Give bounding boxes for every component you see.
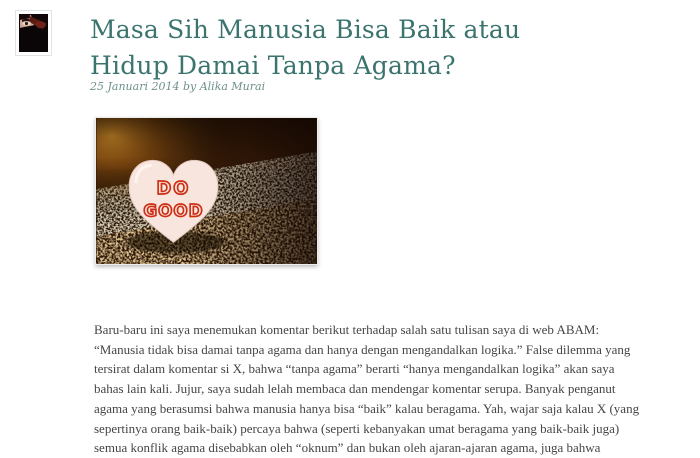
avatar-image <box>19 14 48 52</box>
byline-connector: by <box>179 80 200 93</box>
post-body-paragraph: Baru-baru ini saya menemukan komentar berikut terhadap salah satu tulisan saya di web ABAM: “Manusia tidak bisa damai tanpa agama dan hanya dengan mengandalkan logika.” False dilemma yang tersirat dalam komentar si X, bahwa “tanpa agama” berarti “hanya mengandalkan logika” akan saya bahas lain kali. Jujur, saya sudah lelah membaca dan mendengar komentar serupa. Banyak penganut agama yang berasumsi bahwa manusia hanya bisa “baik” kalau beragama. Yah, wajar saja kalau X (yang sepertinya orang baik-baik) percaya bahwa (seperti kebanyakan umat beragama yang baik-baik juga) semua konflik agama disebabkan oleh “oknum” dan bukan oleh ajaran-ajaran agama, juga bahwa <box>94 322 640 456</box>
post-author-link[interactable]: Alika Murai <box>199 80 266 93</box>
featured-image-candy-heart-photo <box>95 117 318 265</box>
post-title: Masa Sih Manusia Bisa Baik atau Hidup Damai Tanpa Agama? <box>90 15 521 80</box>
site-avatar[interactable] <box>15 10 52 56</box>
candy-text-line1: DO <box>156 178 191 199</box>
post-date-link[interactable]: 25 Januari 2014 <box>90 80 180 93</box>
post-byline <box>90 80 265 93</box>
candy-text-line2: GOOD <box>143 200 204 221</box>
